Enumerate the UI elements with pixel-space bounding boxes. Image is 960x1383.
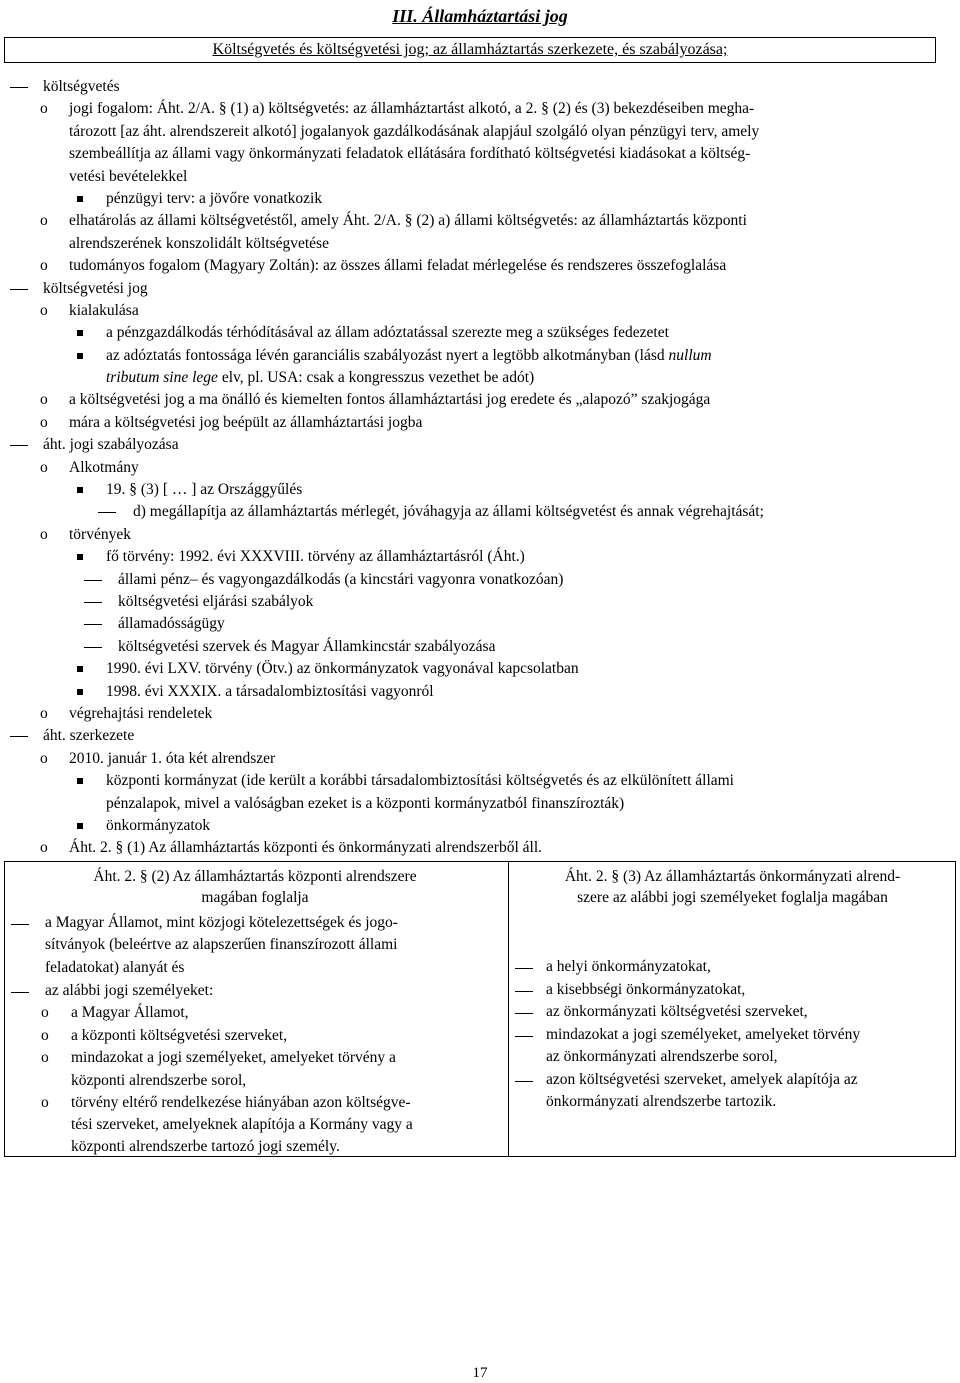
- outline-item: áht. szerkezete: [0, 725, 960, 747]
- table-line: tési szerveket, amelyeknek alapítója a Kormány vagy a: [71, 1116, 413, 1133]
- outline-item: központi kormányzat (ide került a korábbi társadalombiztosítási költségvetés és az elkülönített állami: [0, 770, 960, 792]
- outline-item: pénzalapok, mivel a valóságban ezeket is a központi kormányzatból finanszírozták): [106, 794, 625, 812]
- column-divider: [508, 862, 509, 1156]
- table-line: azon költségvetési szerveket, amelyek alapítója az: [546, 1071, 858, 1088]
- outline-item: áht. jogi szabályozása: [0, 434, 960, 456]
- outline-item: az adóztatás fontossága lévén garanciális szabályozást nyert a legtöbb alkotmányban (lásd nullum: [0, 345, 960, 367]
- outline-item: a pénzgazdálkodás térhódításával az állam adóztatással szerezte meg a szükséges fedezetet: [0, 322, 960, 344]
- outline-item: o kialakulása: [40, 301, 139, 319]
- outline-item: önkormányzatok: [0, 815, 960, 837]
- right-column-heading: Áht. 2. § (3) Az államháztartás önkormányzati alrend- szere az alábbi jogi személyeket foglalja magában: [564, 868, 901, 906]
- table-line: a Magyar Államot,: [71, 1004, 189, 1021]
- outline-item: o tudományos fogalom (Magyary Zoltán): az összes állami feladat mérlegelése és rendszeres összefoglalása: [40, 257, 727, 275]
- outline-item: o törvények: [40, 525, 131, 543]
- table-line: az alábbi jogi személyeket:: [45, 982, 214, 999]
- outline-item: költségvetési eljárási szabályok: [0, 591, 960, 613]
- outline-item: tározott [az áht. alrendszereit alkotó] jogalanyok gazdálkodásának alapjául szolgáló olyan pénzügyi terv, amely: [69, 122, 760, 140]
- table-line: törvény eltérő rendelkezése hiányában azon költségve-: [71, 1094, 411, 1111]
- outline-item: 1990. évi LXV. törvény (Ötv.) az önkormányzatok vagyonával kapcsolatban: [0, 658, 960, 680]
- table-line: központi alrendszerbe sorol,: [71, 1072, 247, 1089]
- outline-item: 19. § (3) [ … ] az Országgyűlés: [0, 479, 960, 501]
- outline-item: 1998. évi XXXIX. a társadalombiztosítási vagyonról: [0, 681, 960, 703]
- comparison-table: Áht. 2. § (2) Az államháztartás központi alrendszere magában foglalja Áht. 2. § (3) Az államháztartás önkormányzati alrend- szere az alábbi jogi személyeket foglalja magában a Magyar Államot, mint közjogi kötelezettségek és jogo- sítványok (beleértve az alapszerűen finanszírozott állami feladatokat) alanyát és az alábbi jogi személyeket: o a Magyar Államot, o a központi költségvetési szerveket, o mindazokat a jogi személyeket, amelyeket törvény a központi alrendszerbe sorol, o törvény eltérő rendelkezése hiányában azon költségve- tési szerveket, amelyeknek alapítója a Kormány vagy a központi alrendszerbe tartozó jogi személy. a helyi önkormányzatokat, a kisebbségi önkormányzatokat, az önkormányzati költségvetési szerveket, mindazokat a jogi személyeket, amelyeket törvény az önkormányzati alrendszerbe sorol, azon költségvetési szerveket, amelyek alapítója az önkormányzati alrendszerbe tartozik.: [4, 861, 956, 1157]
- outline-body: [0, 76, 960, 860]
- outline-item: o 2010. január 1. óta két alrendszer: [40, 749, 276, 767]
- outline-item: költségvetési jog: [0, 278, 960, 300]
- outline-item: államadósságügy: [0, 613, 960, 635]
- outline-item: költségvetés: [0, 76, 960, 98]
- table-line: központi alrendszerbe tartozó jogi személy.: [71, 1138, 340, 1155]
- outline-item: o Áht. 2. § (1) Az államháztartás központi és önkormányzati alrendszerből áll.: [40, 839, 543, 857]
- table-line: sítványok (beleértve az alapszerűen finanszírozott állami: [45, 936, 398, 953]
- left-column-heading: Áht. 2. § (2) Az államháztartás központi alrendszere magában foglalja: [93, 868, 417, 906]
- table-line: mindazokat a jogi személyeket, amelyeket törvény: [546, 1026, 861, 1043]
- outline-item: állami pénz– és vagyongazdálkodás (a kincstári vagyonra vonatkozóan): [0, 569, 960, 591]
- outline-item: d) megállapítja az államháztartás mérlegét, jóváhagyja az állami költségvetést és annak végrehajtását;: [0, 501, 960, 523]
- table-line: mindazokat a jogi személyeket, amelyeket törvény a: [71, 1049, 396, 1066]
- outline-item: o elhatárolás az állami költségvetéstől, amely Áht. 2/A. § (2) a) állami költségvetés: az államháztartás központi: [40, 212, 747, 230]
- table-line: a Magyar Államot, mint közjogi kötelezettségek és jogo-: [45, 914, 398, 931]
- outline-item: tributum sine lege elv, pl. USA: csak a kongresszus vezethet be adót): [106, 369, 535, 387]
- outline-item: o mára a költségvetési jog beépült az államháztartási jogba: [40, 413, 423, 431]
- section-heading: Költségvetés és költségvetési jog; az államháztartás szerkezete, és szabályozása;: [4, 37, 936, 63]
- page-title: III. Államháztartási jog: [392, 6, 568, 26]
- outline-item: o Alkotmány: [40, 458, 139, 476]
- outline-item: vetési bevételekkel: [69, 167, 188, 185]
- table-line: a központi költségvetési szerveket,: [71, 1027, 288, 1044]
- outline-item: alrendszerének konszolidált költségvetése: [69, 234, 329, 252]
- table-line: az önkormányzati alrendszerbe sorol,: [546, 1048, 778, 1065]
- outline-item: o jogi fogalom: Áht. 2/A. § (1) a) költségvetés: az államháztartást alkotó, a 2. § (2) és (3) bekezdéseiben megha-: [40, 100, 755, 118]
- table-line: az önkormányzati költségvetési szerveket,: [546, 1003, 808, 1020]
- outline-item: o a költségvetési jog a ma önálló és kiemelten fontos államháztartási jog eredete és „alapozó” szakjogága: [40, 391, 711, 409]
- table-line: a kisebbségi önkormányzatokat,: [546, 981, 746, 998]
- outline-item: o végrehajtási rendeletek: [40, 704, 213, 722]
- outline-item: költségvetési szervek és Magyar Államkincstár szabályozása: [0, 636, 960, 658]
- outline-item: fő törvény: 1992. évi XXXVIII. törvény az államháztartásról (Áht.): [0, 546, 960, 568]
- table-line: önkormányzati alrendszerbe tartozik.: [546, 1093, 777, 1110]
- table-line: a helyi önkormányzatokat,: [546, 958, 711, 975]
- outline-item: pénzügyi terv: a jövőre vonatkozik: [0, 188, 960, 210]
- page-number: 17: [472, 1365, 488, 1381]
- table-line: feladatokat) alanyát és: [45, 959, 185, 976]
- outline-item: szembeállítja az állami vagy önkormányzati feladatok ellátására fordítható költségvetési kiadásokat a költség-: [69, 145, 751, 163]
